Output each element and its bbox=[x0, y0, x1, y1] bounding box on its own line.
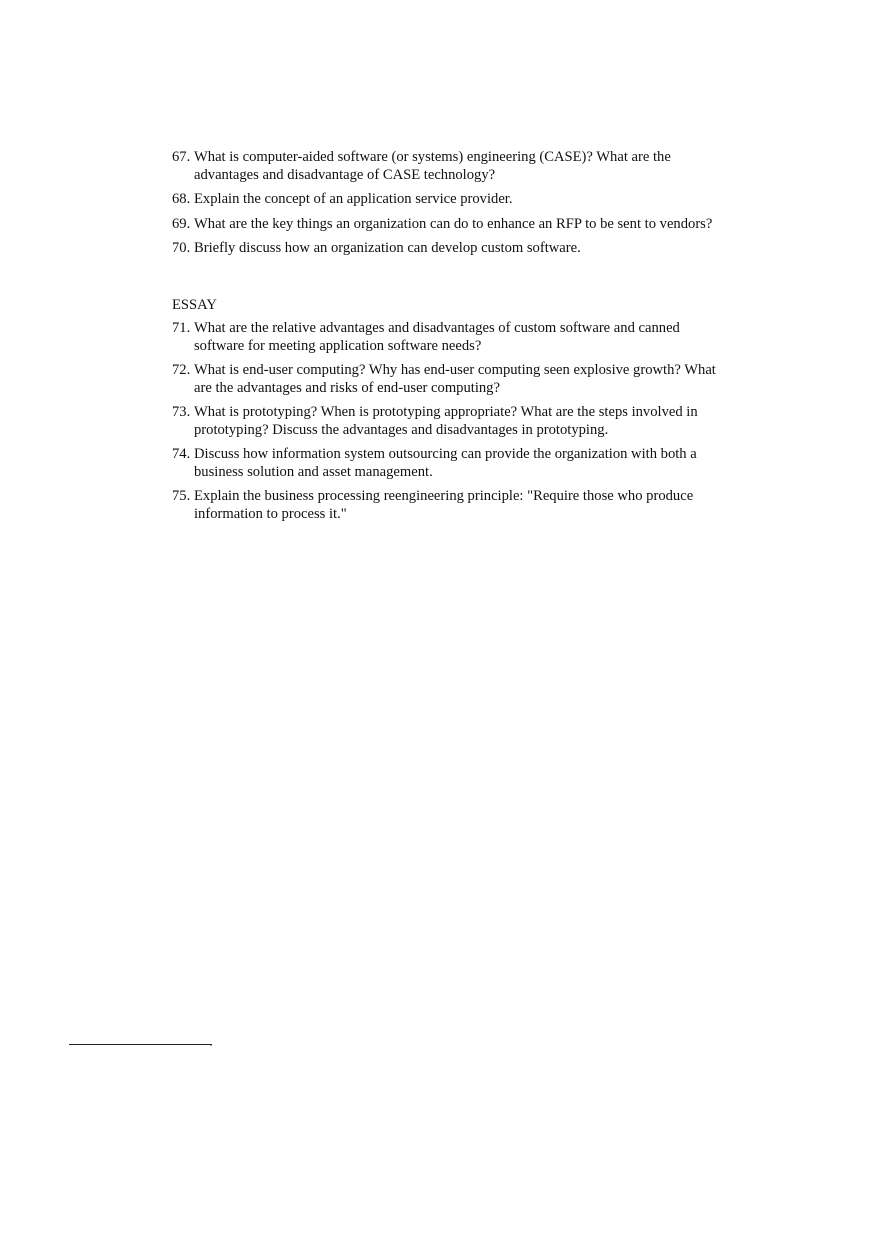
footnote-mark: . bbox=[210, 1039, 212, 1048]
question-text: What is computer-aided software (or systems) engineering (CASE)? What are the advantages and disadvantage of CASE technology? bbox=[194, 149, 671, 183]
question-number: 74. bbox=[172, 446, 191, 462]
question-item bbox=[172, 240, 717, 258]
essay-section-heading: ESSAY bbox=[172, 297, 217, 313]
question-number: 71. bbox=[172, 320, 191, 336]
question-number: 75. bbox=[172, 488, 191, 504]
question-number: 73. bbox=[172, 404, 191, 420]
question-item bbox=[172, 149, 717, 184]
question-item bbox=[172, 404, 717, 439]
question-item bbox=[172, 446, 717, 481]
footnote-separator-rule bbox=[69, 1044, 212, 1045]
essay-question-list bbox=[172, 320, 717, 530]
question-number: 67. bbox=[172, 149, 191, 165]
question-text: What are the relative advantages and disadvantages of custom software and canned software for meeting application software needs? bbox=[194, 320, 680, 354]
question-text: Explain the concept of an application service provider. bbox=[194, 191, 513, 207]
question-item bbox=[172, 488, 717, 523]
question-text: What is prototyping? When is prototyping appropriate? What are the steps involved in prototyping? Discuss the advantages and disadvantages in prototyping. bbox=[194, 404, 698, 438]
question-item bbox=[172, 191, 717, 209]
question-number: 69. bbox=[172, 215, 191, 232]
question-text: What are the key things an organization can do to enhance an RFP to be sent to vendors? bbox=[194, 215, 713, 232]
question-number: 70. bbox=[172, 240, 191, 256]
short-answer-question-list bbox=[172, 149, 717, 265]
question-number: 72. bbox=[172, 362, 191, 378]
question-text: Explain the business processing reengineering principle: "Require those who produce information to process it." bbox=[194, 488, 694, 522]
question-item bbox=[172, 216, 717, 234]
question-text: Briefly discuss how an organization can develop custom software. bbox=[194, 240, 581, 256]
question-item bbox=[172, 320, 717, 355]
question-number: 68. bbox=[172, 191, 191, 207]
question-text: What is end-user computing? Why has end-user computing seen explosive growth? What are the advantages and risks of end-user computing? bbox=[194, 362, 716, 396]
question-item bbox=[172, 362, 717, 397]
question-text: Discuss how information system outsourcing can provide the organization with both a business solution and asset management. bbox=[194, 446, 697, 480]
